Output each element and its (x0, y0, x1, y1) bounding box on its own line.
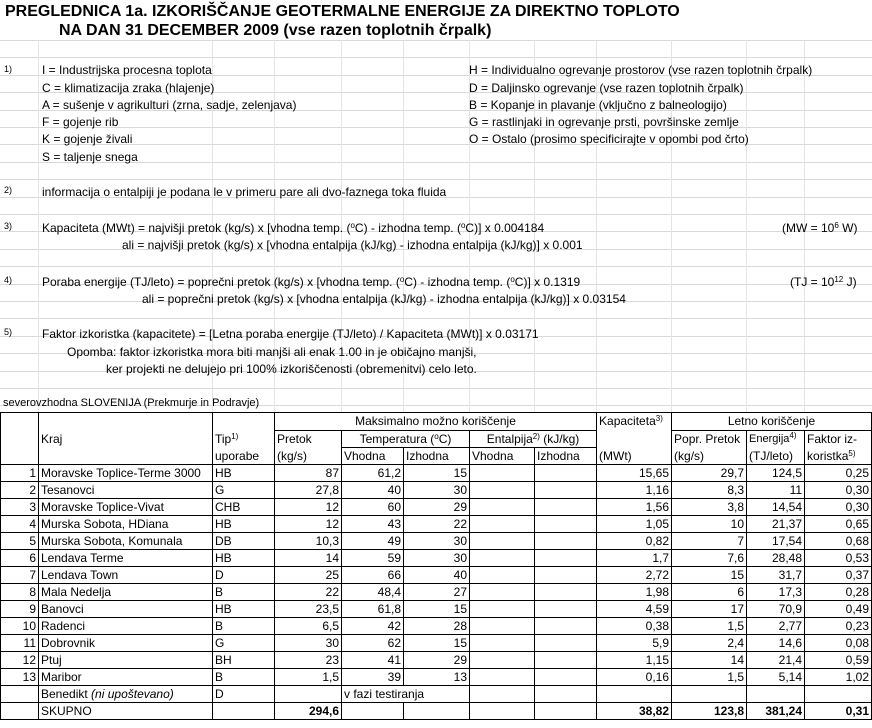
unit-part: J) (843, 275, 857, 289)
cell-temp-out: 30 (404, 550, 470, 567)
legend-item-d: D = Daljinsko ogrevanje (vse razen toplotnih črpalk) (469, 81, 744, 95)
header-unit-tjleto: (TJ/leto) (747, 448, 805, 465)
cell-avg-flow: 14 (672, 652, 747, 669)
cell-capacity: 1,05 (597, 516, 672, 533)
header-izhodna: Izhodna (404, 448, 470, 465)
cell-energy: 5,14 (747, 669, 805, 686)
cell-location: Moravske Toplice-Terme 3000 (39, 465, 213, 482)
degree-sup: o (434, 432, 439, 441)
cell-capacity: 2,72 (597, 567, 672, 584)
cell-type: HB (213, 601, 275, 618)
cell-avg-flow: 10 (672, 516, 747, 533)
cell-factor: 0,49 (805, 601, 872, 618)
header-energy-label: Energija (749, 433, 790, 446)
cell-factor: 0,37 (805, 567, 872, 584)
cell-index: 2 (1, 482, 39, 499)
cell-energy: 31,7 (747, 567, 805, 584)
cell-enthalpy-out (535, 533, 597, 550)
footnote-ref: 5) (848, 448, 856, 458)
cell-capacity: 0,16 (597, 669, 672, 686)
table-row (1, 499, 872, 516)
table-row (1, 465, 872, 482)
cell-location: Lendava Town (39, 567, 213, 584)
cell-factor: 0,30 (805, 499, 872, 516)
unit-part: (TJ = 10 (790, 275, 835, 289)
cell-flow: 30 (275, 635, 342, 652)
cell-avg-flow: 3,8 (672, 499, 747, 516)
cell-status: v fazi testiranja (342, 686, 470, 703)
footnote-ref: 4) (789, 431, 797, 441)
cell-flow: 22 (275, 584, 342, 601)
header-cell (39, 448, 213, 465)
header-row-2 (1, 431, 872, 448)
header-cell (1, 431, 39, 448)
total-flow: 294,6 (275, 703, 342, 720)
cell-location: Lendava Terme (39, 550, 213, 567)
cell-temp-out: 15 (404, 465, 470, 482)
cell-type: HB (213, 550, 275, 567)
cell-empty (535, 686, 597, 703)
cell-capacity: 15,65 (597, 465, 672, 482)
cell-type: HB (213, 516, 275, 533)
cell-index: 13 (1, 669, 39, 686)
total-avg-flow: 123,8 (672, 703, 747, 720)
header-unit-kgs: (kg/s) (275, 448, 342, 465)
cell-capacity: 1,98 (597, 584, 672, 601)
cell-location: Radenci (39, 618, 213, 635)
cell-factor: 0,53 (805, 550, 872, 567)
header-unit-kgs: (kg/s) (672, 448, 747, 465)
cell-enthalpy-in (470, 669, 535, 686)
cell-location: Dobrovnik (39, 635, 213, 652)
footnote-5-remark: Opomba: faktor izkoristka mora biti manjši ali enak 1.00 in je običajno manjši, (67, 345, 477, 359)
grid-line (0, 214, 872, 215)
cell-temp-out: 22 (404, 516, 470, 533)
cell-flow: 87 (275, 465, 342, 482)
cell-energy: 28,48 (747, 550, 805, 567)
footnote-ref: 1) (231, 432, 239, 441)
cell-flow: 25 (275, 567, 342, 584)
cell-type: B (213, 669, 275, 686)
cell-capacity: 4,59 (597, 601, 672, 618)
cell-energy: 21,4 (747, 652, 805, 669)
cell-energy: 17,54 (747, 533, 805, 550)
footnote-3-formula (42, 221, 544, 236)
cell-factor: 0,59 (805, 652, 872, 669)
cell-avg-flow: 29,7 (672, 465, 747, 482)
cell-temp-in: 61,8 (342, 601, 404, 618)
header-temperature (342, 431, 470, 448)
total-label: SKUPNO (39, 703, 213, 720)
legend-item-b: B = Kopanje in plavanje (vključno z balneologijo) (469, 98, 727, 112)
legend-item-h: H = Individualno ogrevanje prostorov (vse razen toplotnih črpalk) (469, 63, 813, 77)
cell-index: 4 (1, 516, 39, 533)
cell-type: G (213, 635, 275, 652)
footnote-ref: 3) (655, 414, 663, 424)
cell-flow: 23,5 (275, 601, 342, 618)
footnote-4-unit (790, 275, 857, 290)
cell-enthalpy-out (535, 482, 597, 499)
cell-type: DB (213, 533, 275, 550)
cell-index (1, 703, 39, 720)
cell-index: 9 (1, 601, 39, 618)
footnote-3-marker: 3) (4, 221, 13, 231)
header-pretok: Pretok (275, 431, 342, 448)
header-popr-pretok: Popr. Pretok (672, 431, 747, 448)
total-energy: 381,24 (747, 703, 805, 720)
cell-energy: 17,3 (747, 584, 805, 601)
cell-flow: 23 (275, 652, 342, 669)
cell-factor: 0,28 (805, 584, 872, 601)
header-temperature-unit: C) (438, 432, 452, 446)
header-koristka (805, 448, 872, 465)
table-row (1, 550, 872, 567)
cell-location: Murska Sobota, HDiana (39, 516, 213, 533)
cell-factor: 0,30 (805, 482, 872, 499)
cell-empty (805, 686, 872, 703)
cell-type (213, 703, 275, 720)
cell-index: 1 (1, 465, 39, 482)
cell-temp-in: 62 (342, 635, 404, 652)
header-vhodna: Vhodna (470, 448, 535, 465)
cell-factor: 0,68 (805, 533, 872, 550)
cell-location: Mala Nedelja (39, 584, 213, 601)
cell-location: Banovci (39, 601, 213, 618)
cell-enthalpy-in (470, 533, 535, 550)
cell-temp-out: 15 (404, 635, 470, 652)
cell-enthalpy-out (535, 550, 597, 567)
cell-enthalpy-in (470, 516, 535, 533)
cell-avg-flow: 2,4 (672, 635, 747, 652)
cell-location: Tesanovci (39, 482, 213, 499)
header-izhodna: Izhodna (535, 448, 597, 465)
table-row-benedikt (1, 686, 872, 703)
table-row (1, 584, 872, 601)
cell-temp-out: 13 (404, 669, 470, 686)
unit-part: W) (838, 221, 858, 235)
cell-flow: 10,3 (275, 533, 342, 550)
cell-index: 12 (1, 652, 39, 669)
header-annual-use: Letno koriščenje (672, 413, 872, 431)
cell-location: Maribor (39, 669, 213, 686)
cell-empty (597, 686, 672, 703)
benedikt-name: Benedikt (41, 687, 88, 701)
header-max-use: Maksimalno možno koriščenje (275, 413, 597, 431)
cell-factor: 0,25 (805, 465, 872, 482)
cell-enthalpy-in (470, 567, 535, 584)
cell-temp-in: 59 (342, 550, 404, 567)
cell-energy: 2,77 (747, 618, 805, 635)
cell-temp-out: 29 (404, 499, 470, 516)
header-capacity (597, 413, 672, 431)
footnote-3-unit (782, 221, 857, 236)
cell-enthalpy-out (535, 601, 597, 618)
header-koristka-label: koristka (807, 448, 849, 463)
header-row-3 (1, 448, 872, 465)
cell-enthalpy-in (470, 652, 535, 669)
cell-enthalpy-out (535, 635, 597, 652)
footnote-4-alt: ali = poprečni pretok (kg/s) x [vhodna entalpija (kJ/kg) - izhodna entalpija (kJ/kg)] x 0.03154 (142, 292, 626, 306)
cell-energy: 124,5 (747, 465, 805, 482)
cell-temp-out: 30 (404, 482, 470, 499)
cell-energy: 70,9 (747, 601, 805, 618)
cell-energy: 11 (747, 482, 805, 499)
cell-temp-in: 40 (342, 482, 404, 499)
cell-flow: 12 (275, 499, 342, 516)
cell-location: Ptuj (39, 652, 213, 669)
cell-enthalpy-out (535, 652, 597, 669)
cell-index: 10 (1, 618, 39, 635)
cell-index: 3 (1, 499, 39, 516)
cell-index: 8 (1, 584, 39, 601)
cell-empty (404, 703, 470, 720)
footnote-4-marker: 4) (4, 275, 13, 285)
cell-type: CHB (213, 499, 275, 516)
cell-temp-out: 27 (404, 584, 470, 601)
cell-capacity: 0,82 (597, 533, 672, 550)
footnote-ref: 2) (532, 432, 540, 441)
table-row (1, 533, 872, 550)
cell-capacity: 1,7 (597, 550, 672, 567)
total-factor: 0,31 (805, 703, 872, 720)
header-tip (213, 431, 275, 448)
cell-avg-flow: 7 (672, 533, 747, 550)
cell-enthalpy-in (470, 482, 535, 499)
header-cell (597, 431, 672, 448)
grid-line (0, 179, 872, 180)
cell-avg-flow: 1,5 (672, 618, 747, 635)
header-tip-label: Tip (215, 432, 232, 446)
header-unit-mwt: (MWt) (597, 448, 672, 465)
cell-factor: 1,02 (805, 669, 872, 686)
table-row (1, 635, 872, 652)
cell-enthalpy-in (470, 465, 535, 482)
cell-flow: 12 (275, 516, 342, 533)
grid-line (38, 40, 39, 412)
total-capacity: 38,82 (597, 703, 672, 720)
cell-temp-in: 49 (342, 533, 404, 550)
cell-flow: 27,8 (275, 482, 342, 499)
grid-line (0, 127, 872, 128)
cell-enthalpy-out (535, 516, 597, 533)
unit-part: (MW = 10 (782, 221, 835, 235)
cell-avg-flow: 7,6 (672, 550, 747, 567)
cell-index (1, 686, 39, 703)
cell-flow: 1,5 (275, 669, 342, 686)
cell-enthalpy-out (535, 618, 597, 635)
header-cell (1, 448, 39, 465)
region-label: severovzhodna SLOVENIJA (Prekmurje in Podravje) (3, 397, 260, 409)
legend-item-a: A = sušenje v agrikulturi (zrna, sadje, zelenjava) (42, 98, 297, 112)
legend-item-s: S = taljenje snega (42, 150, 138, 164)
cell-enthalpy-in (470, 550, 535, 567)
cell-type: G (213, 482, 275, 499)
table-row (1, 482, 872, 499)
cell-enthalpy-out (535, 669, 597, 686)
cell-temp-out: 15 (404, 601, 470, 618)
footnote-5-marker: 5) (4, 327, 13, 337)
cell-temp-out: 29 (404, 652, 470, 669)
benedikt-note: (ni upoštevano) (91, 687, 174, 701)
header-energy (747, 431, 805, 448)
footnote-1-marker: 1) (4, 64, 13, 74)
cell-enthalpy-in (470, 499, 535, 516)
cell-capacity: 1,15 (597, 652, 672, 669)
cell-enthalpy-in (470, 584, 535, 601)
footnote-5-formula: Faktor izkoristka (kapacitete) = [Letna poraba energije (TJ/leto) / Kapaciteta (MWt)] x 0.03171 (42, 327, 539, 341)
cell-enthalpy-out (535, 499, 597, 516)
footnote-5-remark-cont: ker projekti ne delujejo pri 100% izkoriščenosti (obremenitvi) celo leto. (106, 362, 477, 376)
formula-part: Kapaciteta (MWt) = najvišji pretok (kg/s) x [vhodna temp. ( (42, 221, 351, 235)
formula-part: Poraba energije (TJ/leto) = poprečni pretok (kg/s) x [vhodna temp. ( (42, 275, 400, 289)
cell-capacity: 0,38 (597, 618, 672, 635)
cell-enthalpy-out (535, 567, 597, 584)
table-row (1, 516, 872, 533)
unit-exp: 6 (834, 221, 839, 230)
cell-temp-in: 60 (342, 499, 404, 516)
table-row-total (1, 703, 872, 720)
header-cell (213, 413, 275, 431)
cell-factor: 0,08 (805, 635, 872, 652)
legend-item-c: C = klimatizacija zraka (hlajenje) (42, 81, 215, 95)
cell-empty (535, 703, 597, 720)
grid-line (0, 57, 872, 58)
legend-item-i: I = Industrijska procesna toplota (42, 63, 212, 77)
cell-type: B (213, 618, 275, 635)
cell-capacity: 5,9 (597, 635, 672, 652)
cell-energy: 14,54 (747, 499, 805, 516)
cell-temp-in: 43 (342, 516, 404, 533)
grid-line (746, 40, 747, 412)
grid-line (0, 318, 872, 319)
cell-temp-in: 41 (342, 652, 404, 669)
cell-location: Moravske Toplice-Vivat (39, 499, 213, 516)
formula-part: C) - izhodna temp. ( (404, 275, 511, 289)
header-cell (1, 413, 39, 431)
cell-enthalpy-in (470, 618, 535, 635)
cell-avg-flow: 8,3 (672, 482, 747, 499)
cell-avg-flow: 17 (672, 601, 747, 618)
cell-location: Murska Sobota, Komunala (39, 533, 213, 550)
degree-sup: o (460, 221, 466, 230)
page-title: PREGLEDNICA 1a. IZKORIŠČANJE GEOTERMALNE ENERGIJE ZA DIREKTNO TOPLOTO (5, 3, 680, 20)
formula-part: C)] x 0.004184 (465, 221, 545, 235)
cell-type: D (213, 567, 275, 584)
cell-temp-in: 66 (342, 567, 404, 584)
footnote-3-alt: ali = najvišji pretok (kg/s) x [vhodna entalpija (kJ/kg) - izhodna entalpija (kJ/kg)] x 0.001 (122, 238, 583, 252)
cell-empty (470, 686, 535, 703)
header-row-1 (1, 413, 872, 431)
cell-avg-flow: 6 (672, 584, 747, 601)
grid-line (0, 388, 872, 389)
footnote-2-marker: 2) (4, 185, 13, 195)
cell-location (39, 686, 213, 703)
header-temperature-label: Temperatura ( (359, 432, 435, 446)
cell-temp-out: 30 (404, 533, 470, 550)
geothermal-table (0, 412, 872, 720)
cell-temp-in: 42 (342, 618, 404, 635)
grid-line (0, 266, 872, 267)
table-row (1, 567, 872, 584)
cell-index: 6 (1, 550, 39, 567)
cell-index: 7 (1, 567, 39, 584)
cell-type: BH (213, 652, 275, 669)
cell-temp-in: 48,4 (342, 584, 404, 601)
degree-sup: o (350, 221, 355, 230)
cell-enthalpy-out (535, 465, 597, 482)
cell-empty (342, 703, 404, 720)
cell-temp-out: 40 (404, 567, 470, 584)
cell-energy: 14,6 (747, 635, 805, 652)
header-enthalpy-label: Entalpija (486, 432, 533, 446)
cell-type: HB (213, 465, 275, 482)
legend-item-f: F = gojenje rib (42, 115, 119, 129)
header-factor: Faktor iz- (805, 431, 872, 448)
formula-part: C) - izhodna temp. ( (354, 221, 461, 235)
header-capacity-label: Kapaciteta (599, 414, 656, 429)
header-cell (39, 413, 213, 431)
formula-part: C)] x 0.1319 (514, 275, 581, 289)
cell-enthalpy-in (470, 635, 535, 652)
cell-factor: 0,23 (805, 618, 872, 635)
cell-factor: 0,65 (805, 516, 872, 533)
unit-exp: 12 (834, 275, 844, 284)
cell-flow: 14 (275, 550, 342, 567)
page-subtitle: NA DAN 31 DECEMBER 2009 (vse razen toplotnih črpalk) (59, 22, 492, 39)
cell-avg-flow: 15 (672, 567, 747, 584)
legend-item-g: G = rastlinjaki in ogrevanje prsti, površinske zemlje (469, 115, 739, 129)
degree-sup: o (399, 275, 405, 284)
table-row (1, 601, 872, 618)
header-uporabe: uporabe (213, 448, 275, 465)
cell-temp-out: 28 (404, 618, 470, 635)
cell-flow: 6,5 (275, 618, 342, 635)
table-row (1, 618, 872, 635)
cell-empty (470, 703, 535, 720)
cell-avg-flow: 1,5 (672, 669, 747, 686)
footnote-4-formula (42, 275, 580, 290)
cell-flow (275, 686, 342, 703)
cell-temp-in: 39 (342, 669, 404, 686)
cell-empty (747, 686, 805, 703)
cell-capacity: 1,56 (597, 499, 672, 516)
legend-item-k: K = gojenje živali (42, 132, 133, 146)
cell-type: D (213, 686, 275, 703)
cell-enthalpy-out (535, 584, 597, 601)
cell-empty (672, 686, 747, 703)
table-row (1, 669, 872, 686)
legend-item-o: O = Ostalo (prosimo specificirajte v opombi pod črto) (469, 132, 749, 146)
header-kraj: Kraj (39, 431, 213, 448)
cell-index: 5 (1, 533, 39, 550)
header-enthalpy-unit: (kJ/kg) (539, 432, 580, 446)
cell-type: B (213, 584, 275, 601)
cell-capacity: 1,16 (597, 482, 672, 499)
header-vhodna: Vhodna (342, 448, 404, 465)
cell-temp-in: 61,2 (342, 465, 404, 482)
cell-index: 11 (1, 635, 39, 652)
table-row (1, 652, 872, 669)
cell-enthalpy-in (470, 601, 535, 618)
header-enthalpy (470, 431, 597, 448)
grid-line (0, 40, 872, 41)
cell-energy: 21,37 (747, 516, 805, 533)
degree-sup: o (510, 275, 515, 284)
footnote-2-text: informacija o entalpiji je podana le v primeru pare ali dvo-faznega toka fluida (42, 185, 447, 199)
